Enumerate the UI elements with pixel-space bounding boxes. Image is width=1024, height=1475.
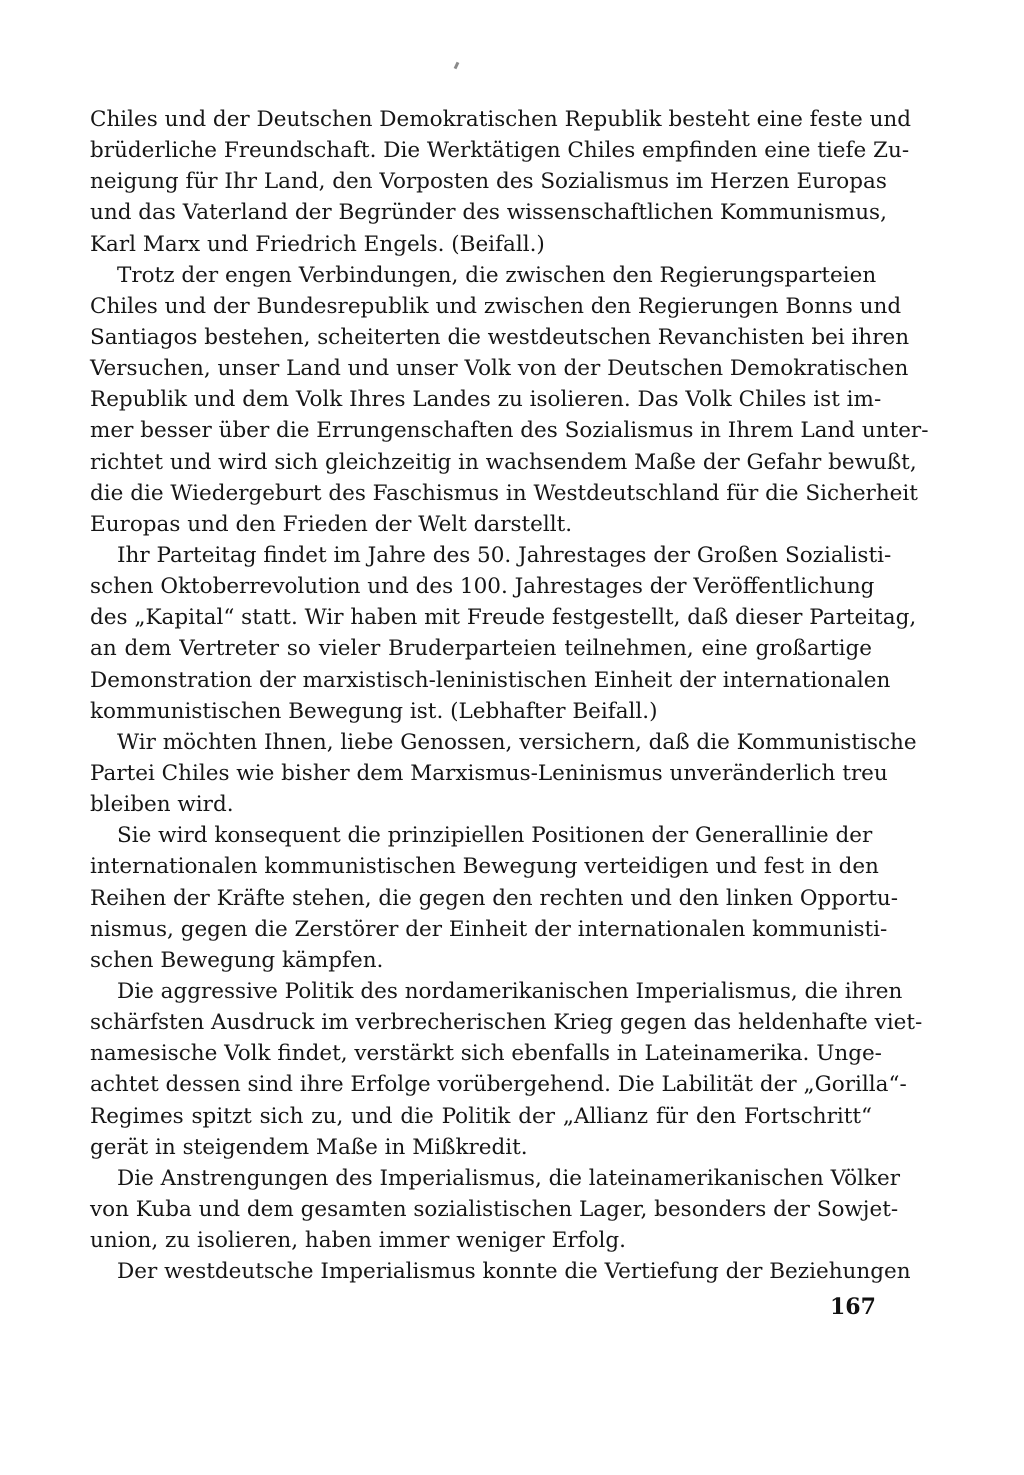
text-line: an dem Vertreter so vieler Bruderparteien teilnehmen, eine großartige <box>90 636 872 662</box>
text-line: Europas und den Frieden der Welt darstellt. <box>90 511 573 537</box>
text-line: achtet dessen sind ihre Erfolge vorübergehend. Die Labilität der „Gorilla“- <box>90 1072 907 1098</box>
text-line: schärfsten Ausdruck im verbrecherischen Krieg gegen das heldenhafte viet- <box>90 1010 923 1036</box>
text-line: Chiles und der Deutschen Demokratischen Republik besteht eine feste und <box>90 107 912 132</box>
text-line: Der westdeutsche Imperialismus konnte die Vertiefung der Beziehungen <box>117 1259 911 1285</box>
text-line: union, zu isolieren, haben immer weniger Erfolg. <box>90 1228 626 1254</box>
text-line: Ihr Parteitag findet im Jahre des 50. Jahrestages der Großen Sozialisti- <box>117 542 892 568</box>
text-line: schen Oktoberrevolution und des 100. Jahrestages der Veröffentlichung <box>90 574 875 600</box>
text-line: Republik und dem Volk Ihres Landes zu isolieren. Das Volk Chiles ist im- <box>90 387 882 413</box>
text-line: bleiben wird. <box>90 792 234 818</box>
text-line: Trotz der engen Verbindungen, die zwischen den Regierungsparteien <box>117 262 877 288</box>
text-line: die die Wiedergeburt des Faschismus in Westdeutschland für die Sicherheit <box>90 480 918 506</box>
text-line: mer besser über die Errungenschaften des Sozialismus in Ihrem Land unter- <box>90 418 929 444</box>
text-line: und das Vaterland der Begründer des wissenschaftlichen Kommunismus, <box>90 200 887 226</box>
text-line: nismus, gegen die Zerstörer der Einheit der internationalen kommunisti- <box>90 916 888 942</box>
text-line: Die aggressive Politik des nordamerikanischen Imperialismus, die ihren <box>117 978 903 1004</box>
text-line: kommunistischen Bewegung ist. (Lebhafter Beifall.) <box>90 698 658 724</box>
text-line: internationalen kommunistischen Bewegung verteidigen und fest in den <box>90 854 879 880</box>
text-line: gerät in steigendem Maße in Mißkredit. <box>90 1134 528 1160</box>
body-text <box>90 104 929 1287</box>
text-line: Wir möchten Ihnen, liebe Genossen, versichern, daß die Kommunistische <box>117 729 917 755</box>
text-line: Reihen der Kräfte stehen, die gegen den rechten und den linken Opportu- <box>90 885 899 911</box>
text-line: namesische Volk findet, verstärkt sich ebenfalls in Lateinamerika. Unge- <box>90 1041 882 1067</box>
text-line: Versuchen, unser Land und unser Volk von der Deutschen Demokratischen <box>90 356 909 382</box>
text-line: brüderliche Freundschaft. Die Werktätigen Chiles empfinden eine tiefe Zu- <box>90 138 910 164</box>
text-line: Partei Chiles wie bisher dem Marxismus-Leninismus unveränderlich treu <box>90 760 888 786</box>
text-line: Demonstration der marxistisch-leninistischen Einheit der internationalen <box>90 667 891 693</box>
text-line: Chiles und der Bundesrepublik und zwischen den Regierungen Bonns und <box>90 293 902 319</box>
text-line: richtet und wird sich gleichzeitig in wachsendem Maße der Gefahr bewußt, <box>90 449 917 475</box>
text-line: Sie wird konsequent die prinzipiellen Positionen der Generallinie der <box>117 823 873 849</box>
page-number: 167 <box>830 1294 876 1320</box>
text-line: Santiagos bestehen, scheiterten die westdeutschen Revanchisten bei ihren <box>90 324 910 350</box>
text-line: des „Kapital“ statt. Wir haben mit Freude festgestellt, daß dieser Parteitag, <box>90 605 917 631</box>
text-line: Regimes spitzt sich zu, und die Politik der „Allianz für den Fortschritt“ <box>90 1103 872 1129</box>
text-line: schen Bewegung kämpfen. <box>90 947 384 973</box>
text-line: Karl Marx und Friedrich Engels. (Beifall.) <box>90 231 545 257</box>
text-line: neigung für Ihr Land, den Vorposten des Sozialismus im Herzen Europas <box>90 169 887 195</box>
text-line: von Kuba und dem gesamten sozialistischen Lager, besonders der Sowjet- <box>90 1196 899 1222</box>
scan-artifact-mark <box>454 62 460 70</box>
text-line: Die Anstrengungen des Imperialismus, die lateinamerikanischen Völker <box>117 1165 900 1191</box>
